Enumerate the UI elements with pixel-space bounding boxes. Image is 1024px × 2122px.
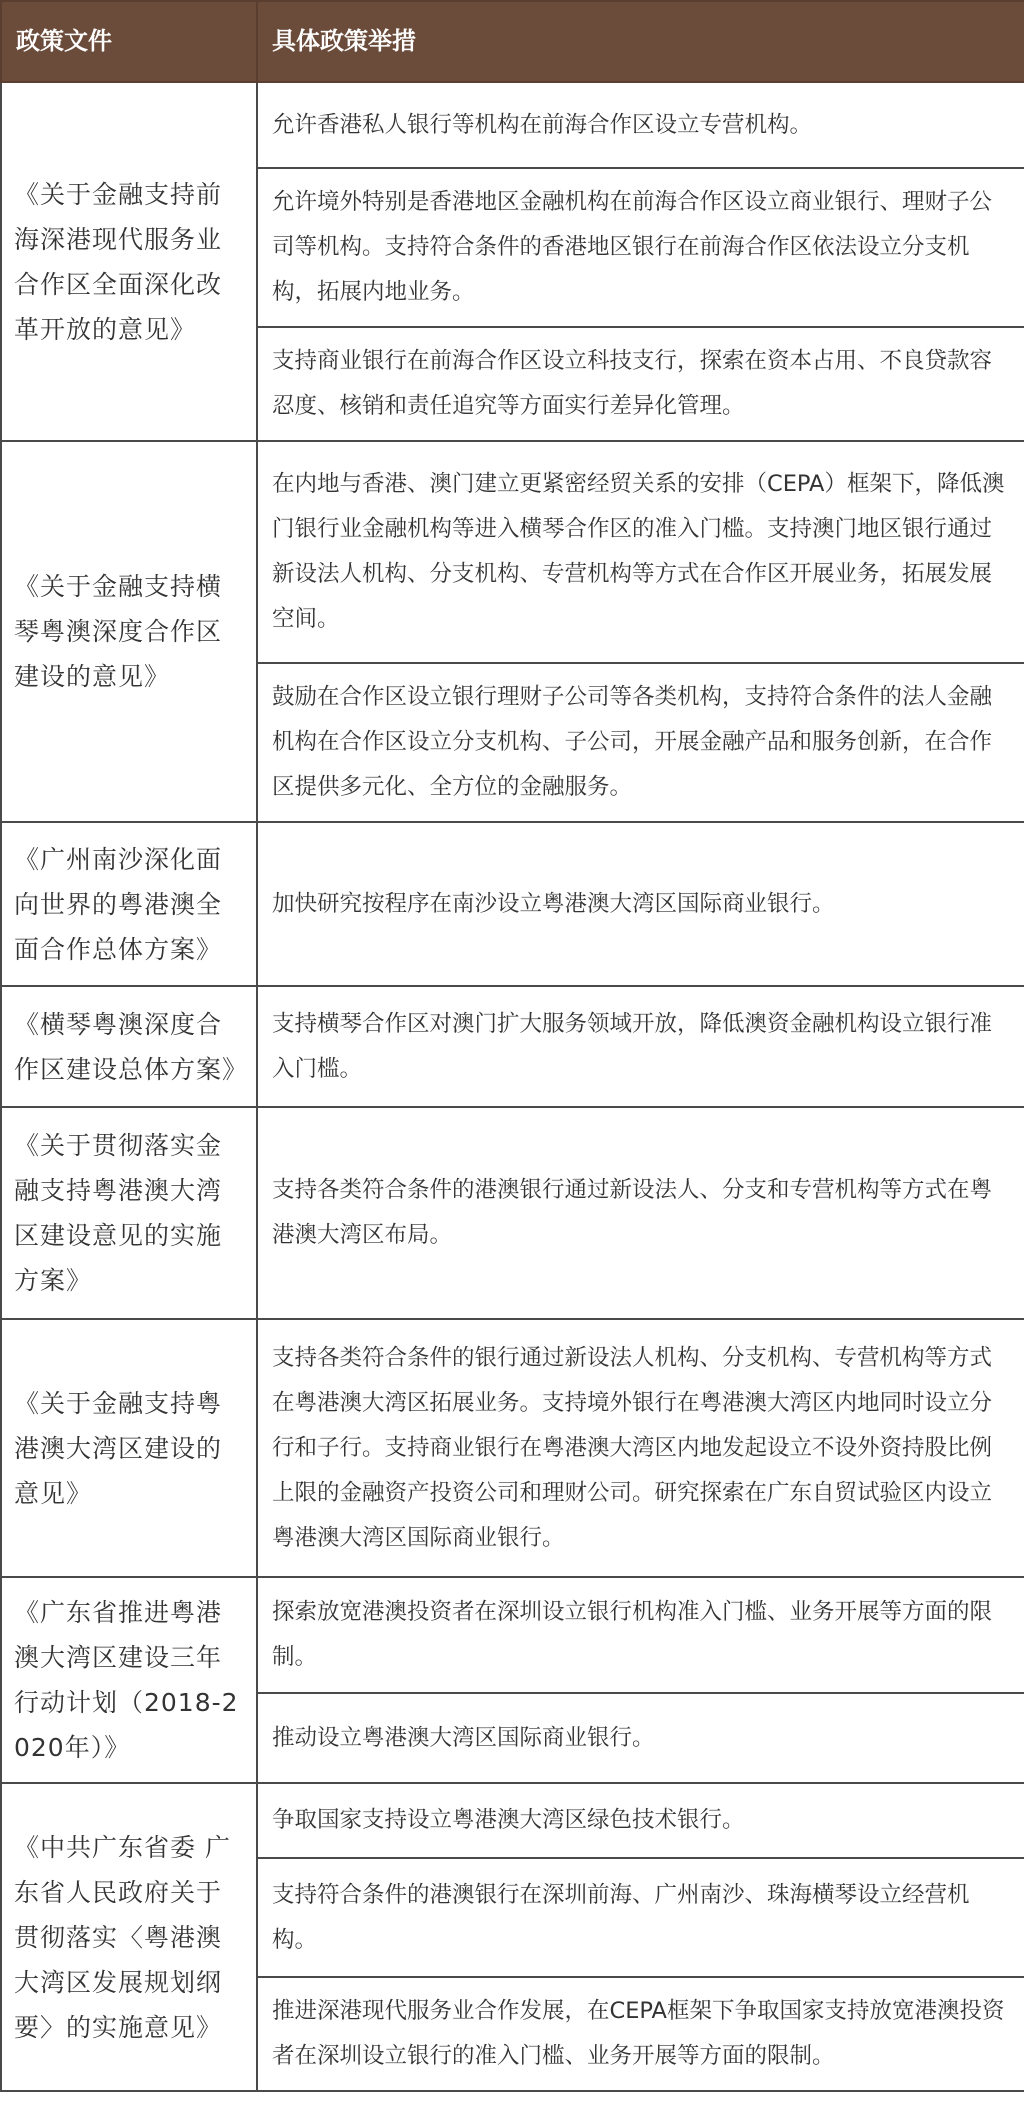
policy-measure-cell: 推进深港现代服务业合作发展，在CEPA框架下争取国家支持放宽港澳投资者在深圳设立银行的准入门槛、业务开展等方面的限制。 xyxy=(257,1977,1024,2091)
policy-measure-cell: 支持商业银行在前海合作区设立科技支行，探索在资本占用、不良贷款容忍度、核销和责任追究等方面实行差异化管理。 xyxy=(257,327,1024,441)
table-row xyxy=(1,1783,1024,1858)
policy-document-cell: 《广东省推进粤港澳大湾区建设三年行动计划（2018-2020年）》 xyxy=(1,1577,257,1783)
header-policy-measures: 具体政策举措 xyxy=(257,1,1024,82)
policy-document-cell: 《关于金融支持横琴粤澳深度合作区建设的意见》 xyxy=(1,441,257,822)
policy-measure-cell: 推动设立粤港澳大湾区国际商业银行。 xyxy=(257,1693,1024,1783)
policy-measure-cell: 支持符合条件的港澳银行在深圳前海、广州南沙、珠海横琴设立经营机构。 xyxy=(257,1858,1024,1977)
policy-document-cell: 《关于金融支持前海深港现代服务业合作区全面深化改革开放的意见》 xyxy=(1,82,257,441)
policy-measure-cell: 允许境外特别是香港地区金融机构在前海合作区设立商业银行、理财子公司等机构。支持符合条件的香港地区银行在前海合作区依法设立分支机构，拓展内地业务。 xyxy=(257,168,1024,327)
policy-measure-cell: 加快研究按程序在南沙设立粤港澳大湾区国际商业银行。 xyxy=(257,822,1024,986)
table-row xyxy=(1,1107,1024,1319)
table-row xyxy=(1,1577,1024,1693)
header-row xyxy=(1,1,1024,82)
policy-document-cell: 《广州南沙深化面向世界的粤港澳全面合作总体方案》 xyxy=(1,822,257,986)
header-policy-document: 政策文件 xyxy=(1,1,257,82)
policy-measure-cell: 允许香港私人银行等机构在前海合作区设立专营机构。 xyxy=(257,82,1024,168)
table-row xyxy=(1,822,1024,986)
table-row xyxy=(1,82,1024,168)
policy-measure-cell: 鼓励在合作区设立银行理财子公司等各类机构，支持符合条件的法人金融机构在合作区设立分支机构、子公司，开展金融产品和服务创新，在合作区提供多元化、全方位的金融服务。 xyxy=(257,663,1024,822)
policy-document-cell: 《关于贯彻落实金融支持粤港澳大湾区建设意见的实施方案》 xyxy=(1,1107,257,1319)
table-row xyxy=(1,1319,1024,1577)
table-row xyxy=(1,986,1024,1107)
policy-measure-cell: 支持横琴合作区对澳门扩大服务领域开放，降低澳资金融机构设立银行准入门槛。 xyxy=(257,986,1024,1107)
policy-document-cell: 《横琴粤澳深度合作区建设总体方案》 xyxy=(1,986,257,1107)
policy-measure-cell: 探索放宽港澳投资者在深圳设立银行机构准入门槛、业务开展等方面的限制。 xyxy=(257,1577,1024,1693)
policy-measure-cell: 支持各类符合条件的港澳银行通过新设法人、分支和专营机构等方式在粤港澳大湾区布局。 xyxy=(257,1107,1024,1319)
policy-document-cell: 《中共广东省委 广东省人民政府关于贯彻落实〈粤港澳大湾区发展规划纲要〉的实施意见》 xyxy=(1,1783,257,2091)
table-body xyxy=(1,82,1024,2091)
policy-measure-cell: 在内地与香港、澳门建立更紧密经贸关系的安排（CEPA）框架下，降低澳门银行业金融机构等进入横琴合作区的准入门槛。支持澳门地区银行通过新设法人机构、分支机构、专营机构等方式在合作区开展业务，拓展发展空间。 xyxy=(257,441,1024,663)
policy-measure-cell: 支持各类符合条件的银行通过新设法人机构、分支机构、专营机构等方式在粤港澳大湾区拓展业务。支持境外银行在粤港澳大湾区内地同时设立分行和子行。支持商业银行在粤港澳大湾区内地发起设立不设外资持股比例上限的金融资产投资公司和理财公司。研究探索在广东自贸试验区内设立粤港澳大湾区国际商业银行。 xyxy=(257,1319,1024,1577)
policy-document-cell: 《关于金融支持粤港澳大湾区建设的意见》 xyxy=(1,1319,257,1577)
policy-measure-cell: 争取国家支持设立粤港澳大湾区绿色技术银行。 xyxy=(257,1783,1024,1858)
table-row xyxy=(1,441,1024,663)
